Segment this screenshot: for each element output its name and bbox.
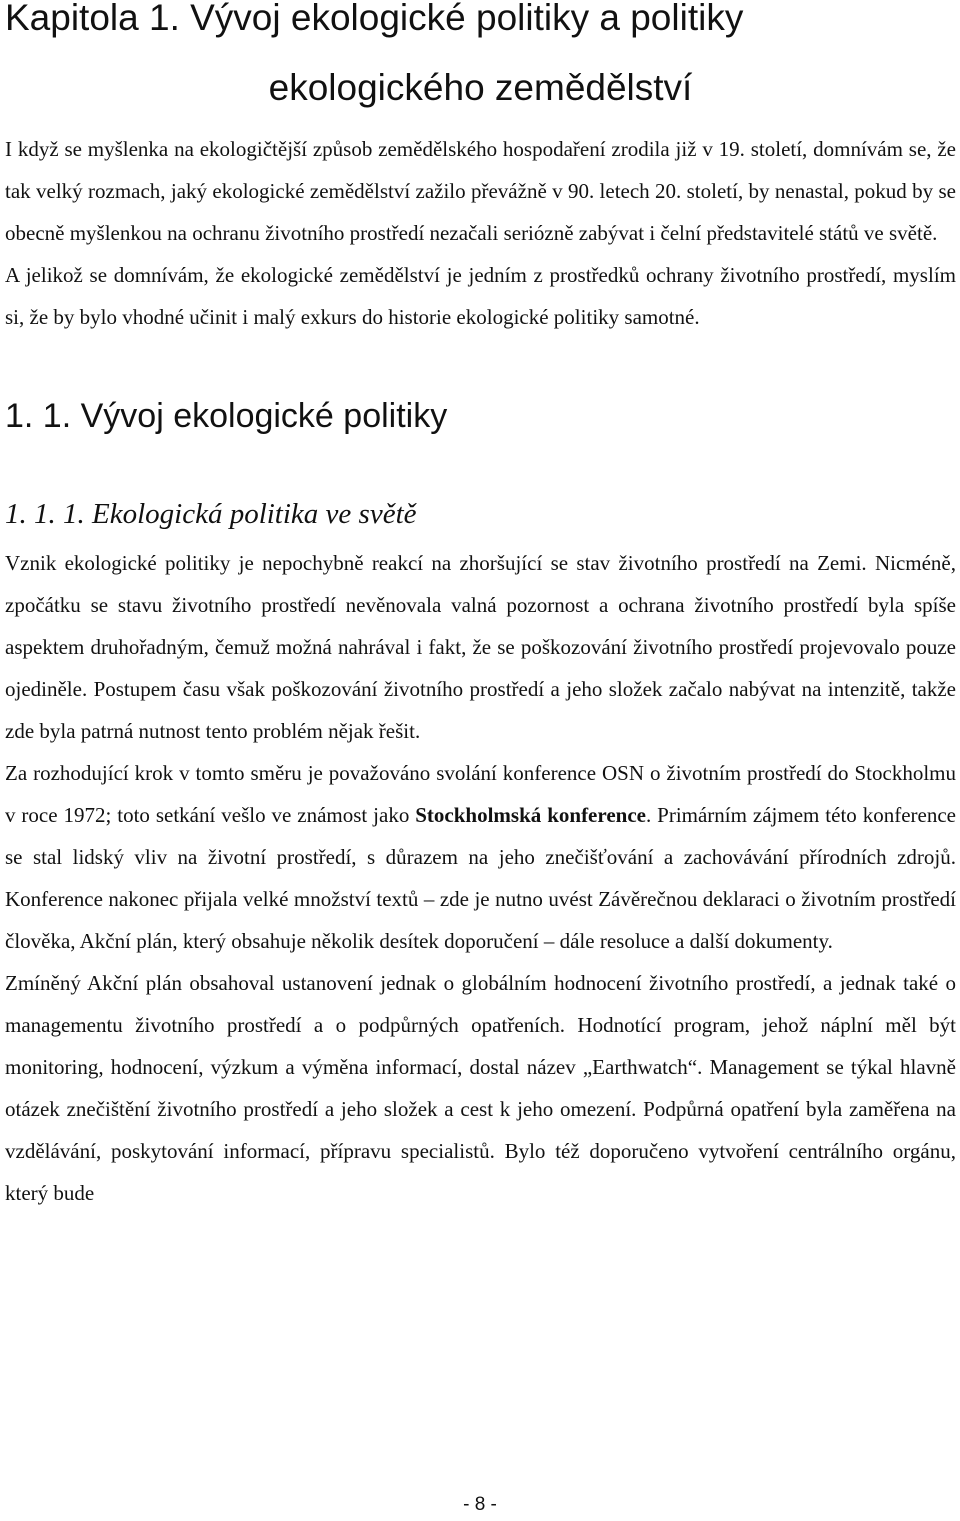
chapter-title-line-1: Kapitola 1. Vývoj ekologické politiky a politiky <box>5 0 744 38</box>
intro-paragraph-1: I když se myšlenka na ekologičtější způsob zemědělského hospodaření zrodila již v 19. století, domnívám se, že tak velký rozmach, jaký ekologické zemědělství zažilo převážně v 90. letech 20. století, by nenastal, pokud by se obecně myšlenkou na ochranu životního prostředí nezačali seriózně zabývat i čelní představitelé států ve světě. <box>5 137 956 245</box>
subsection-paragraph-2 <box>5 752 956 962</box>
page-number: - 8 - <box>463 1494 497 1515</box>
chapter-title-line-2: ekologického zemědělství <box>268 67 693 108</box>
section-heading: 1. 1. Vývoj ekologické politiky <box>5 397 448 435</box>
paragraph-2-text-end: . Primárním zájmem této konference se stal lidský vliv na životní prostředí, s důrazem na jeho znečišťování a zachovávání přírodních zdrojů. Konference nakonec přijala velké množství textů – zde je nutno uvést Závěrečnou deklaraci o životním prostředí člověka, Akční plán, který obsahuje několik desítek doporučení – dále resoluce a další dokumenty. <box>5 803 956 953</box>
subsection-paragraph-3: Zmíněný Akční plán obsahoval ustanovení jednak o globálním hodnocení životního prostředí, a jednak také o managementu životního prostředí a o podpůrných opatřeních. Hodnotící program, jehož náplní měl být monitoring, hodnocení, výzkum a výměna informací, dostal název „Earthwatch“. Management se týkal hlavně otázek znečištění životního prostředí a jeho složek a cest k jeho omezení. Podpůrná opatření byla zaměřena na vzdělávání, poskytování informací, přípravu specialistů. Bylo též doporučeno vytvoření centrálního orgánu, který bude <box>5 971 956 1205</box>
subsection-paragraph-1: Vznik ekologické politiky je nepochybně reakcí na zhoršující se stav životního prostředí na Zemi. Nicméně, zpočátku se stavu životního prostředí nevěnovala valná pozornost a ochrana životního prostředí byla spíše aspektem druhořadným, čemuž možná nahrával i fakt, že se poškozování životního prostředí projevovalo pouze ojediněle. Postupem času však poškozování životního prostředí a jeho složek začalo nabývat na intenzitě, takže zde byla patrná nutnost tento problém nějak řešit. <box>5 551 956 743</box>
paragraph-2-text-start: Za rozhodující krok v tomto směru je považováno svolání konference OSN o životním prostředí do Stockholmu v roce 1972; toto setkání vešlo ve známost jako <box>5 761 956 827</box>
stockholm-conference-term: Stockholmská konference <box>415 803 646 827</box>
subsection-heading: 1. 1. 1. Ekologická politika ve světě <box>5 498 417 530</box>
chapter-title <box>5 0 956 108</box>
intro-paragraph-2: A jelikož se domnívám, že ekologické zemědělství je jedním z prostředků ochrany životního prostředí, myslím si, že by bylo vhodné učinit i malý exkurs do historie ekologické politiky samotné. <box>5 263 956 329</box>
